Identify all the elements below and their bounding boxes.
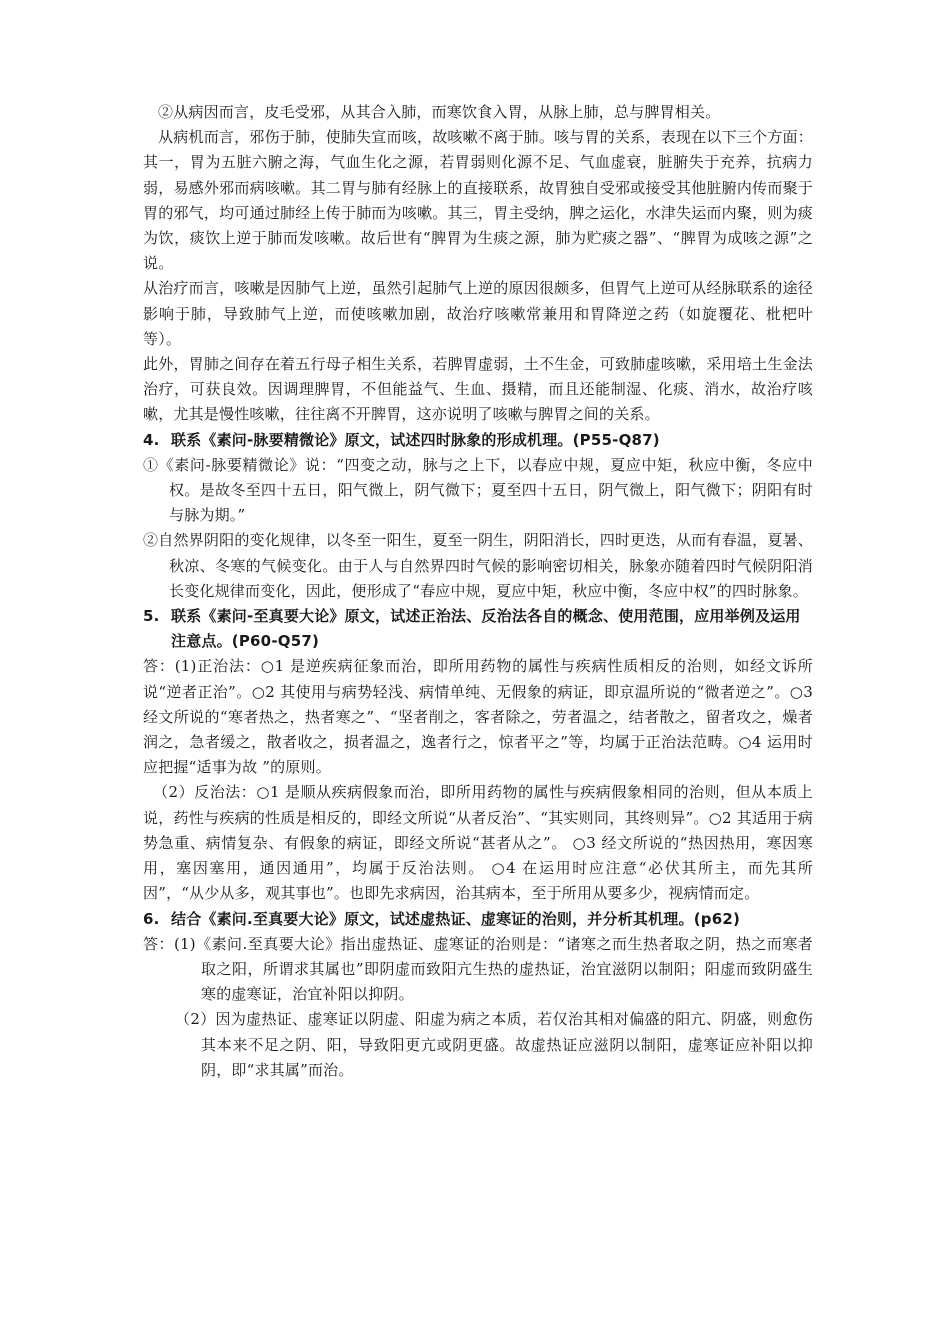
question-5-title: 联系《素问-至真要大论》原文，试述正治法、反治法各自的概念、使用范围，应用举例及运用注意点。(P60-Q57) bbox=[171, 607, 801, 651]
paragraph-five-elements: 此外，胃肺之间存在着五行母子相生关系，若脾胃虚弱，土不生金，可致肺虚咳嗽，采用培土生金法治疗，可获良效。因调理脾胃，不但能益气、生血、摄精，而且还能制湿、化痰、消水，故治疗咳嗽，尤其是慢性咳嗽，往往离不开脾胃，这亦说明了咳嗽与脾胃之间的关系。 bbox=[143, 355, 813, 424]
question-6-title: 结合《素问.至真要大论》原文，试述虚热证、虚寒证的治则，并分析其机理。(p62) bbox=[171, 909, 741, 928]
question-6-answer-1: 答：(1)《素问.至真要大论》指出虚热证、虚寒证的治则是：“诸寒之而生热者取之阴，热之而寒者取之阳，所谓求其属也”即阴虚而致阳亢生热的虚热证，治宜滋阴以制阳；阳虚而致阴盛生寒的虚寒证，治宜补阳以抑阴。 bbox=[143, 934, 813, 1004]
question-4-heading bbox=[143, 428, 813, 453]
question-5-heading bbox=[143, 604, 813, 654]
question-5-number: 5. bbox=[143, 607, 160, 626]
question-4-title: 联系《素问-脉要精微论》原文，试述四时脉象的形成机理。(P55-Q87) bbox=[171, 430, 660, 449]
question-4-number: 4. bbox=[143, 430, 160, 449]
question-5-answer-1: 答：(1)正治法：○1 是逆疾病征象而治，即所用药物的属性与疾病性质相反的治则，如经文诉所说“逆者正治”。○2 其使用与病势轻浅、病情单纯、无假象的病证，即京温所说的“微者逆之”。○3 经文所说的“寒者热之，热者寒之”、“坚者削之，客者除之，劳者温之，结者散之，留者攻之，燥者润之，急者缓之，散者收之，损者温之，逸者行之，惊者平之”等，均属于正治法范畴。○4 运用时应把握“适事为故 ”的原则。 bbox=[143, 657, 813, 777]
question-6-number: 6. bbox=[143, 909, 160, 928]
question-6-heading bbox=[143, 907, 813, 932]
document-page bbox=[143, 100, 813, 1083]
question-4-answer-1: ①《素问-脉要精微论》说：“四变之动，脉与之上下，以春应中规，夏应中矩，秋应中衡，冬应中权。是故冬至四十五日，阳气微上，阴气微下；夏至四十五日，阴气微上，阳气微下；阴阳有时与脉为期。” bbox=[143, 455, 813, 525]
paragraph-etiology: ②从病因而言，皮毛受邪，从其合入肺，而寒饮食入胃，从脉上肺，总与脾胃相关。 bbox=[158, 103, 721, 121]
question-4-answer-2: ②自然界阴阳的变化规律，以冬至一阳生，夏至一阴生，阴阳消长，四时更迭，从而有春温，夏暑、秋凉、冬寒的气候变化。由于人与自然界四时气候的影响密切相关，脉象亦随着四时气候阴阳消长变化规律而变化，因此，便形成了“春应中规，夏应中矩，秋应中衡，冬应中权”的四时脉象。 bbox=[143, 531, 813, 600]
question-6-answer-2: （2）因为虚热证、虚寒证以阴虚、阳虚为病之本质，若仅治其相对偏盛的阳亢、阴盛，则愈伤其本来不足之阴、阳，导致阳更亢或阴更盛。故虚热证应滋阴以制阳，虚寒证应补阳以抑阴，即“求其属”而治。 bbox=[175, 1010, 813, 1079]
question-5-answer-2: （2）反治法：○1 是顺从疾病假象而治，即所用药物的属性与疾病假象相同的治则，但从本质上说，药性与疾病的性质是相反的，即经文所说“从者反治”、“其实则同，其终则异”。○2 其适用于病势急重、病情复杂、有假象的病证，即经文所说“甚者从之”。 ○3 经文所说的“热因热用，寒因寒用，塞因塞用，通因通用”，均属于反治法则。 ○4 在运用时应注意“必伏其所主，而先其所因”，“从少从多，观其事也”。也即先求病因，治其病本，至于所用从要多少，视病情而定。 bbox=[143, 783, 813, 903]
paragraph-treatment: 从治疗而言，咳嗽是因肺气上逆，虽然引起肺气上逆的原因很颇多，但胃气上逆可从经脉联系的途径影响于肺，导致肺气上逆，而使咳嗽加剧，故治疗咳嗽常兼用和胃降逆之药（如旋覆花、枇杷叶等）。 bbox=[143, 279, 813, 348]
paragraph-pathogenesis: 从病机而言，邪伤于肺，使肺失宣而咳，故咳嗽不离于肺。咳与胃的关系，表现在以下三个方面：其一，胃为五脏六腑之海，气血生化之源，若胃弱则化源不足、气血虚衰，脏腑失于充养，抗病力弱，易感外邪而病咳嗽。其二胃与肺有经脉上的直接联系，故胃独自受邪或接受其他脏腑内传而聚于胃的邪气，均可通过肺经上传于肺而为咳嗽。其三，胃主受纳，脾之运化，水津失运而内聚，则为痰为饮，痰饮上逆于肺而发咳嗽。故后世有“脾胃为生痰之源，肺为贮痰之器”、“脾胃为成咳之源”之说。 bbox=[143, 128, 813, 273]
